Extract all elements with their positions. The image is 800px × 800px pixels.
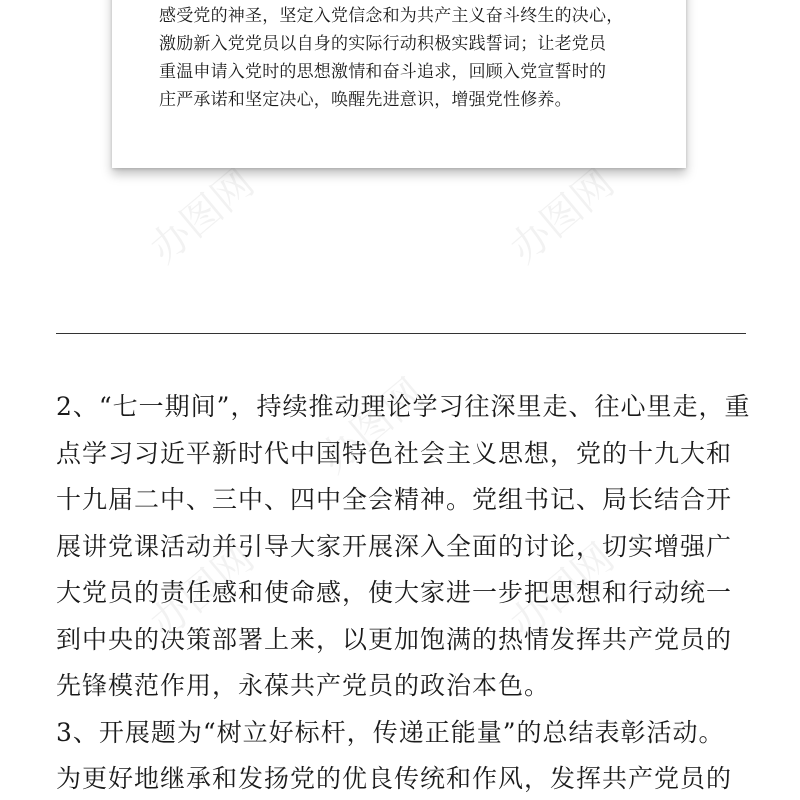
quote-card [112, 0, 686, 168]
body-line: 点学习习近平新时代中国特色社会主义思想，党的十九大和 [56, 438, 733, 468]
watermark: 办图网 [501, 159, 623, 273]
card-line: 感受党的神圣，坚定入党信念和为共产主义奋斗终生的决心， [159, 6, 624, 26]
body-line: 十九届二中、三中、四中全会精神。党组书记、局长结合开 [56, 485, 733, 514]
body-line: 2、“七一期间”，持续推动理论学习往深里走、往心里走，重 [56, 392, 751, 421]
watermark: 办图网 [501, 534, 623, 648]
body-line: 大党员的责任感和使命感，使大家进一步把思想和行动统一 [56, 578, 733, 607]
body-line: 到中央的决策部署上来，以更加饱满的热情发挥共产党员的 [56, 624, 733, 654]
body-line: 展讲党课活动并引导大家开展深入全面的讨论，切实增强广 [56, 531, 733, 561]
card-line: 激励新入党党员以自身的实际行动积极实践誓词；让老党员 [159, 34, 607, 54]
body-line: 为更好地继承和发扬党的优良传统和作风，发挥共产党员的 [56, 764, 733, 793]
card-line: 重温申请入党时的思想激情和奋斗追求，回顾入党宣誓时的 [159, 62, 607, 82]
body-line: 先锋模范作用，永葆共产党员的政治本色。 [56, 671, 551, 700]
watermark: 办图网 [141, 159, 263, 273]
watermark: 办图网 [311, 369, 433, 483]
watermark: 办图网 [141, 534, 263, 648]
section-divider [56, 333, 746, 334]
body-text [56, 384, 756, 800]
body-line: 3、开展题为“树立好标杆，传递正能量”的总结表彰活动。 [56, 717, 725, 747]
card-line: 庄严承诺和坚定决心，唤醒先进意识，增强党性修养。 [159, 90, 572, 110]
